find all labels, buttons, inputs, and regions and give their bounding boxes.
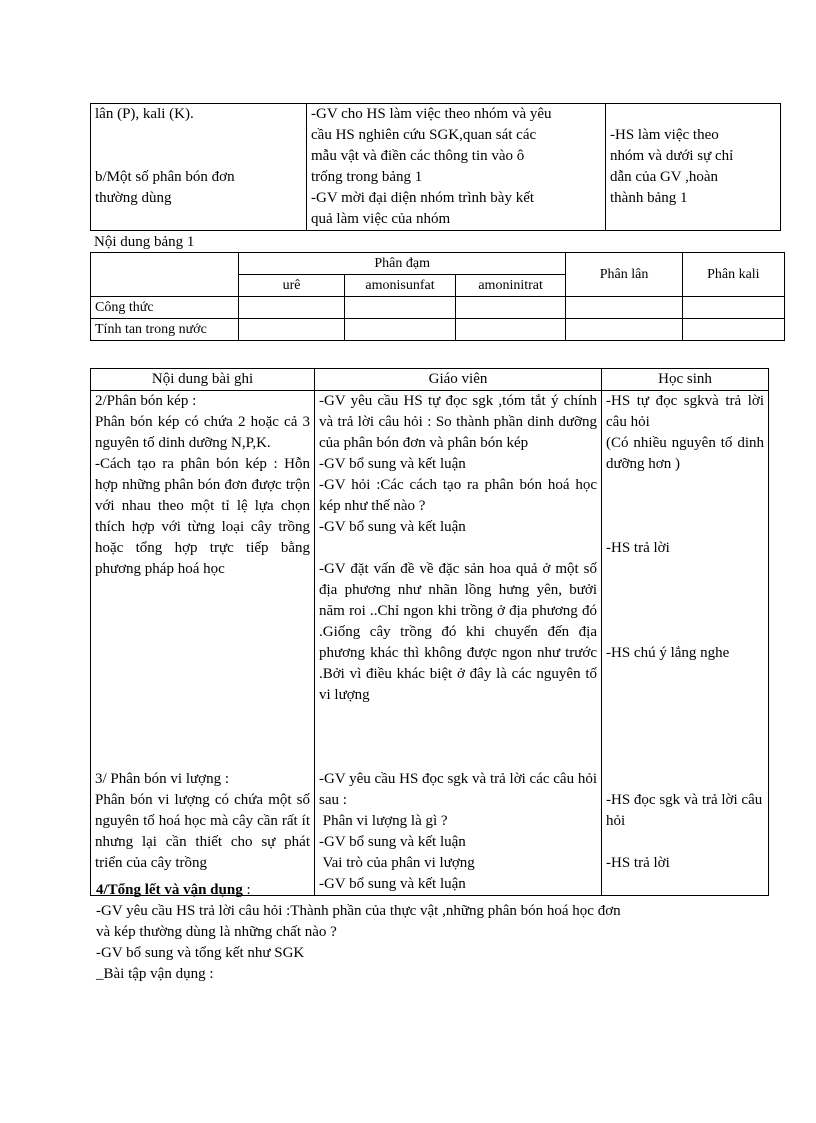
teacher-line: mẫu vật và điền các thông tin vào ô: [311, 148, 525, 164]
student-paragraph: -HS tự đọc sgkvà trả lời câu hỏi: [606, 393, 764, 430]
teacher-line: trống trong bảng 1: [311, 169, 423, 185]
table-row: [91, 253, 785, 275]
teacher-cell: [307, 104, 606, 231]
top-activity-table: [90, 103, 781, 231]
empty-cell: [566, 297, 682, 319]
empty-header-cell: [91, 253, 239, 297]
student-paragraph: -HS đọc sgk và trả lời câu hỏi: [606, 792, 763, 829]
teacher-line: -GV mời đại diện nhóm trình bày kết: [311, 190, 535, 206]
content-line: lân (P), kali (K).: [95, 106, 194, 122]
header-student: Học sinh: [602, 369, 769, 391]
teacher-paragraph: -GV bổ sung và kết luận: [319, 834, 466, 850]
empty-cell: [566, 319, 682, 341]
summary-heading-line: [96, 880, 736, 901]
teacher-paragraph: -GV yêu cầu HS tự đọc sgk ,tóm tắt ý chính và trả lời câu hỏi : So thành phần dinh dưỡng của phân bón đơn và phân bón kép: [319, 393, 597, 451]
teacher-paragraph: -GV hỏi :Các cách tạo ra phân bón hoá học kép như thế nào ?: [319, 477, 597, 514]
summary-line: _Bài tập vận dụng :: [96, 966, 214, 982]
teacher-paragraph: -GV đặt vấn đề về đặc sản hoa quả ở một số địa phương như nhãn lồng hưng yên, bưởi năm roi ..Chỉ ngon khi trồng ở địa phương đó .Giống cây trồng đó khi chuyển đến địa phương khác thì không được ngon như trước .Bởi vì điều khác biệt ở đây là các nguyên tố vi lượng: [319, 561, 597, 703]
teacher-paragraph: Vai trò của phân vi lượng: [319, 855, 475, 871]
content-paragraph: Phân bón kép có chứa 2 hoặc cả 3 nguyên tố dinh dưỡng N,P,K.: [95, 414, 310, 451]
student-paragraph: -HS trả lời: [606, 540, 670, 556]
empty-cell: [238, 319, 344, 341]
content-cell: [91, 104, 307, 231]
student-paragraph: -HS trả lời: [606, 855, 670, 871]
empty-cell: [345, 297, 456, 319]
heading-suffix: :: [242, 882, 251, 898]
student-line: dẫn của GV ,hoàn: [610, 169, 719, 185]
empty-cell: [682, 319, 784, 341]
summary-line: và kép thường dùng là những chất nào ?: [96, 924, 337, 940]
subheader-amoninitrat: amoninitrat: [455, 275, 566, 297]
table-caption: Nội dung bảng 1: [94, 234, 195, 250]
summary-section: [96, 880, 736, 985]
teacher-paragraph: -GV bổ sung và kết luận: [319, 519, 466, 535]
content-paragraph: -Cách tạo ra phân bón kép : Hỗn hợp những phân bón đơn được trộn với nhau theo một tỉ lệ lựa chọn thích hợp với từng loại cây trồng hoặc tổng hợp trực tiếp bằng phương pháp hoá học: [95, 456, 310, 577]
subheader-amonisunfat: amonisunfat: [345, 275, 456, 297]
section-heading: 4/Tổng lết và vận dụng: [96, 882, 243, 898]
content-cell: [91, 391, 315, 896]
teacher-paragraph: -GV bổ sung và kết luận: [319, 876, 466, 892]
teacher-line: cầu HS nghiên cứu SGK,quan sát các: [311, 127, 537, 143]
empty-cell: [238, 297, 344, 319]
lesson-table: [90, 368, 769, 896]
teacher-paragraph: Phân vi lượng là gì ?: [319, 813, 448, 829]
empty-cell: [455, 297, 566, 319]
section-title: 3/ Phân bón vi lượng :: [95, 771, 229, 787]
header-content: Nội dung bài ghi: [91, 369, 315, 391]
teacher-cell: [315, 391, 602, 896]
empty-cell: [682, 297, 784, 319]
student-cell: [606, 104, 781, 231]
table-row: [91, 369, 769, 391]
student-paragraph: -HS chú ý lắng nghe: [606, 645, 730, 661]
table-row: [91, 297, 785, 319]
table-row: [91, 319, 785, 341]
table-row: [91, 391, 769, 896]
teacher-paragraph: -GV bổ sung và kết luận: [319, 456, 466, 472]
student-cell: [602, 391, 769, 896]
group-header: Phân đạm: [238, 253, 565, 275]
student-line: nhóm và dưới sự chỉ: [610, 148, 734, 164]
student-paragraph: (Có nhiều nguyên tố dinh dưỡng hơn ): [606, 435, 764, 472]
empty-cell: [455, 319, 566, 341]
empty-cell: [345, 319, 456, 341]
subheader-ure: urê: [238, 275, 344, 297]
row-label: Công thức: [91, 297, 239, 319]
teacher-line: -GV cho HS làm việc theo nhóm và yêu: [311, 106, 552, 122]
header-phan-lan: Phân lân: [566, 253, 682, 297]
teacher-paragraph: -GV yêu cầu HS đọc sgk và trả lời các câu hỏi sau :: [319, 771, 597, 808]
content-line: b/Một số phân bón đơn: [95, 169, 235, 185]
content-paragraph: Phân bón vi lượng có chứa một số nguyên tố hoá học mà cây cần rất ít nhưng lại cần thiết cho sự phát triển của cây trồng: [95, 792, 310, 871]
section-title: 2/Phân bón kép :: [95, 393, 197, 409]
fertilizer-table: [90, 252, 785, 341]
summary-line: -GV bổ sung và tổng kết như SGK: [96, 945, 305, 961]
teacher-line: quả làm việc của nhóm: [311, 211, 451, 227]
row-label: Tính tan trong nước: [91, 319, 239, 341]
summary-line: -GV yêu cầu HS trả lời câu hỏi :Thành phần của thực vật ,những phân bón hoá học đơn: [96, 903, 621, 919]
content-line: thường dùng: [95, 190, 172, 206]
table-row: [91, 104, 781, 231]
header-phan-kali: Phân kali: [682, 253, 784, 297]
header-teacher: Giáo viên: [315, 369, 602, 391]
student-line: thành bảng 1: [610, 190, 688, 206]
student-line: -HS làm việc theo: [610, 127, 719, 143]
